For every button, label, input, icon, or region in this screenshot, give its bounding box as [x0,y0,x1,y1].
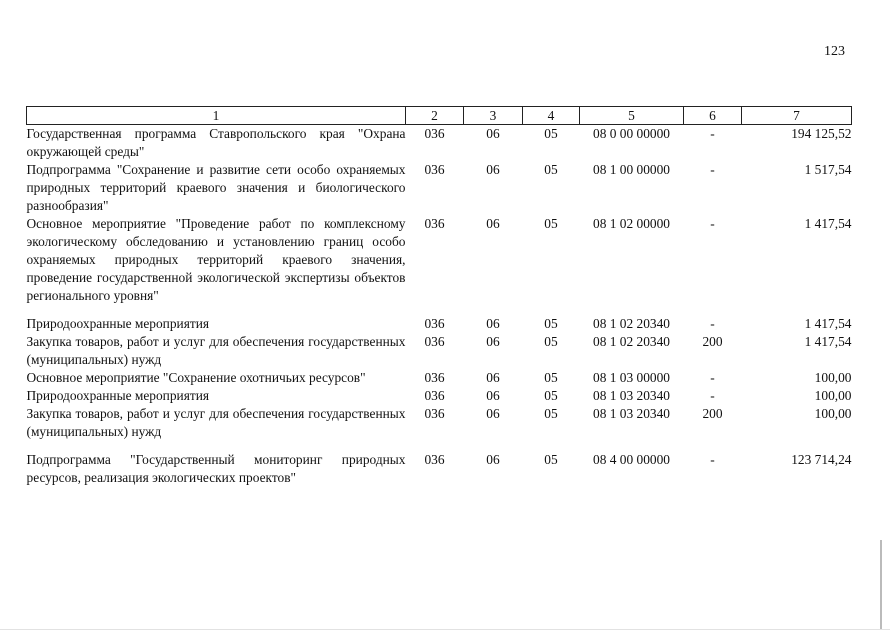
row-name: Подпрограмма "Сохранение и развитие сети особо охраняемых природных территорий краевого значения и биологического разнообразия" [26,162,406,213]
row-expense-type: - [710,162,715,177]
row-target-article: 08 1 00 00000 [593,162,670,177]
row-ministry-code: 036 [424,388,445,403]
row-amount: 100,00 [814,406,852,421]
header-col-5: 5 [580,107,684,125]
row-name: Природоохранные мероприятия [26,316,210,331]
row-name: Подпрограмма "Государственный мониторинг природных ресурсов, реализация экологических проектов" [26,452,406,485]
header-col-4: 4 [523,107,580,125]
row-name: Природоохранные мероприятия [26,388,210,403]
row-section: 06 [486,162,500,177]
row-section: 06 [486,370,500,385]
row-amount: 100,00 [814,388,852,403]
row-spacer [27,305,852,315]
row-section: 06 [486,406,500,421]
row-target-article: 08 1 02 00000 [593,216,670,231]
row-subsection: 05 [544,334,558,349]
row-ministry-code: 036 [424,216,445,231]
row-expense-type: 200 [702,406,723,421]
row-name: Закупка товаров, работ и услуг для обеспечения государственных (муниципальных) нужд [26,406,406,439]
row-expense-type: - [710,126,715,141]
row-target-article: 08 1 03 20340 [593,388,670,403]
header-col-7: 7 [742,107,852,125]
row-subsection: 05 [544,370,558,385]
row-expense-type: - [710,452,715,467]
row-ministry-code: 036 [424,126,445,141]
row-target-article: 08 1 03 20340 [593,406,670,421]
header-col-1: 1 [27,107,406,125]
row-subsection: 05 [544,126,558,141]
table-row [27,315,852,333]
header-col-6: 6 [684,107,742,125]
row-spacer [27,441,852,451]
page-number: 123 [824,44,845,59]
row-name: Основное мероприятие "Сохранение охотничьих ресурсов" [26,370,366,385]
row-section: 06 [486,452,500,467]
row-subsection: 05 [544,406,558,421]
row-subsection: 05 [544,452,558,467]
row-ministry-code: 036 [424,370,445,385]
table-row [27,387,852,405]
table-row [27,125,852,162]
row-expense-type: - [710,316,715,331]
row-subsection: 05 [544,162,558,177]
table-row [27,215,852,305]
scan-edge-mark [880,540,882,630]
row-expense-type: 200 [702,334,723,349]
row-section: 06 [486,216,500,231]
row-section: 06 [486,388,500,403]
row-section: 06 [486,126,500,141]
row-ministry-code: 036 [424,316,445,331]
row-target-article: 08 1 02 20340 [593,334,670,349]
row-subsection: 05 [544,316,558,331]
row-subsection: 05 [544,216,558,231]
row-target-article: 08 0 00 00000 [593,126,670,141]
header-col-2: 2 [406,107,464,125]
row-name: Основное мероприятие "Проведение работ по комплексному экологическому обследованию и установлению границ особо охраняемых природных территорий краевого значения, проведение государственной экологической экспертизы объектов регионального уровня" [26,216,406,303]
row-target-article: 08 4 00 00000 [593,452,670,467]
row-section: 06 [486,334,500,349]
table-row [27,161,852,215]
row-ministry-code: 036 [424,162,445,177]
row-expense-type: - [710,388,715,403]
header-row [27,107,852,125]
table-row [27,333,852,369]
row-target-article: 08 1 02 20340 [593,316,670,331]
row-section: 06 [486,316,500,331]
row-ministry-code: 036 [424,452,445,467]
row-amount: 194 125,52 [791,126,852,141]
row-amount: 1 417,54 [804,334,852,349]
table-row [27,369,852,387]
row-expense-type: - [710,370,715,385]
row-name: Государственная программа Ставропольского края "Охрана окружающей среды" [26,126,406,159]
row-amount: 100,00 [814,370,852,385]
row-expense-type: - [710,216,715,231]
row-ministry-code: 036 [424,334,445,349]
row-amount: 1 417,54 [804,316,852,331]
table-row [27,405,852,441]
row-ministry-code: 036 [424,406,445,421]
row-target-article: 08 1 03 00000 [593,370,670,385]
budget-table [26,106,852,487]
header-col-3: 3 [464,107,523,125]
scan-bottom-line [0,629,890,630]
table-row [27,451,852,487]
row-subsection: 05 [544,388,558,403]
row-name: Закупка товаров, работ и услуг для обеспечения государственных (муниципальных) нужд [26,334,406,367]
row-amount: 123 714,24 [791,452,852,467]
row-amount: 1 517,54 [804,162,852,177]
row-amount: 1 417,54 [804,216,852,231]
